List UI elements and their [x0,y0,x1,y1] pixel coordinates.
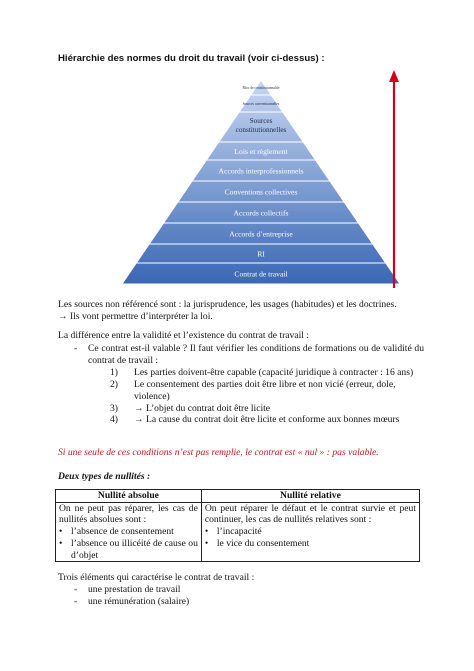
up-arrow-icon [387,70,401,290]
sources-arrow-line [58,311,428,323]
condition-item [110,379,424,402]
relative-intro: On peut réparer le défaut et le contrat survie et peut continuer, les cas de nullités relatives sont : [204,502,416,526]
question-text: Ce contrat est-il valable ? Il faut vérifier les conditions de formations ou de validité du contrat de travail : [88,343,424,366]
condition-label: Les parties doivent-être capable (capacité juridique à contracter : 16 ans) [134,367,414,379]
elements-list [74,584,189,607]
condition-item [110,403,424,415]
validity-intro: La différence entre la validité et l’existence du contrat de travail : [58,330,310,341]
condition-text [134,379,424,402]
nullity-warning: Si une seule de ces conditions n’est pas remplie, le contrat est « nul » : pas valable. [58,447,379,458]
dash-marker: - [74,595,78,607]
pyramid-level-label: Bloc de constitutionnalité [242,86,280,90]
page-title: Hiérarchie des normes du droit du travail (voir ci-dessus) : [58,53,325,64]
condition-number: 2) [110,379,118,391]
norms-pyramid [0,0,474,300]
dash-marker: - [74,343,78,354]
bullet-marker: • [204,526,209,538]
arrow-icon: → [58,310,68,322]
pyramid-level-label: Conventions collectives [224,187,298,197]
pyramid-level-label: Lois et règlement [234,147,288,156]
sources-arrow-text: Ils vont permettre d’interpréter la loi. [67,310,213,322]
condition-number: 1) [110,367,118,379]
bullet-marker: • [204,537,209,549]
element-item [74,596,189,608]
nullity-case-text: l’incapacité [216,526,262,538]
nullity-table [55,489,420,562]
sources-line: Les sources non référencé sont : la jurisprudence, les usages (habitudes) et les doctrines. [58,299,397,310]
element-text: une rémunération (salaire) [88,595,190,607]
pyramid-level-label: Sources conventionnelles [242,102,280,106]
pyramid-level-label: Sources constitutionnelles [235,117,287,134]
pyramid-level-label: Accords collectifs [233,208,289,218]
nullity-case [205,526,416,538]
pyramid-level-label: Contrat de travail [234,269,288,279]
condition-label: L’objet du contrat doit être licite [146,402,271,414]
header-relative: Nullité relative [201,490,419,503]
nullity-case [59,538,198,561]
nullity-case [59,526,198,538]
relative-cell [201,502,419,562]
nullity-case-text: l’absence ou illicéité de cause ou d’objet [71,537,198,561]
dash-marker: - [74,584,78,595]
nullity-case-text: l’absence de consentement [71,526,174,538]
condition-item [110,414,424,426]
nullity-case [205,538,416,550]
condition-number: 4) [110,414,118,426]
pyramid-level-label: Accords interprofessionnels [218,166,304,176]
header-absolute: Nullité absolue [56,490,202,503]
arrow-icon: → [134,402,144,414]
relative-list [205,526,416,549]
elements-intro: Trois éléments qui caractérise le contrat de travail : [58,572,255,583]
pyramid-level-label: Accords d’entreprise [229,229,293,239]
conditions-list [110,367,424,426]
arrow-icon: → [134,414,144,426]
absolute-list [59,526,198,561]
condition-label: La cause du contrat doit être licite et conforme aux bonnes mœurs [146,414,400,426]
condition-item [110,367,424,379]
element-text: une prestation de travail [88,584,181,595]
pyramid-level-label: RI [257,249,265,259]
nullity-heading: Deux types de nullités : [58,471,151,482]
absolute-cell [56,502,202,562]
condition-number: 3) [110,402,118,414]
element-item [74,584,189,596]
bullet-marker: • [59,537,63,549]
bullet-marker: • [59,526,63,538]
absolute-intro: On ne peut pas réparer, les cas de nullités absolues sont : [59,502,198,526]
validity-question [74,343,424,426]
condition-label: Le consentement des parties doit être libre et non vicié (erreur, dole, violence) [134,379,396,402]
sources-paragraph [58,299,428,322]
condition-text [134,367,424,379]
nullity-case-text: le vice du consentement [216,537,310,549]
condition-text [134,414,424,426]
condition-text [134,403,424,415]
